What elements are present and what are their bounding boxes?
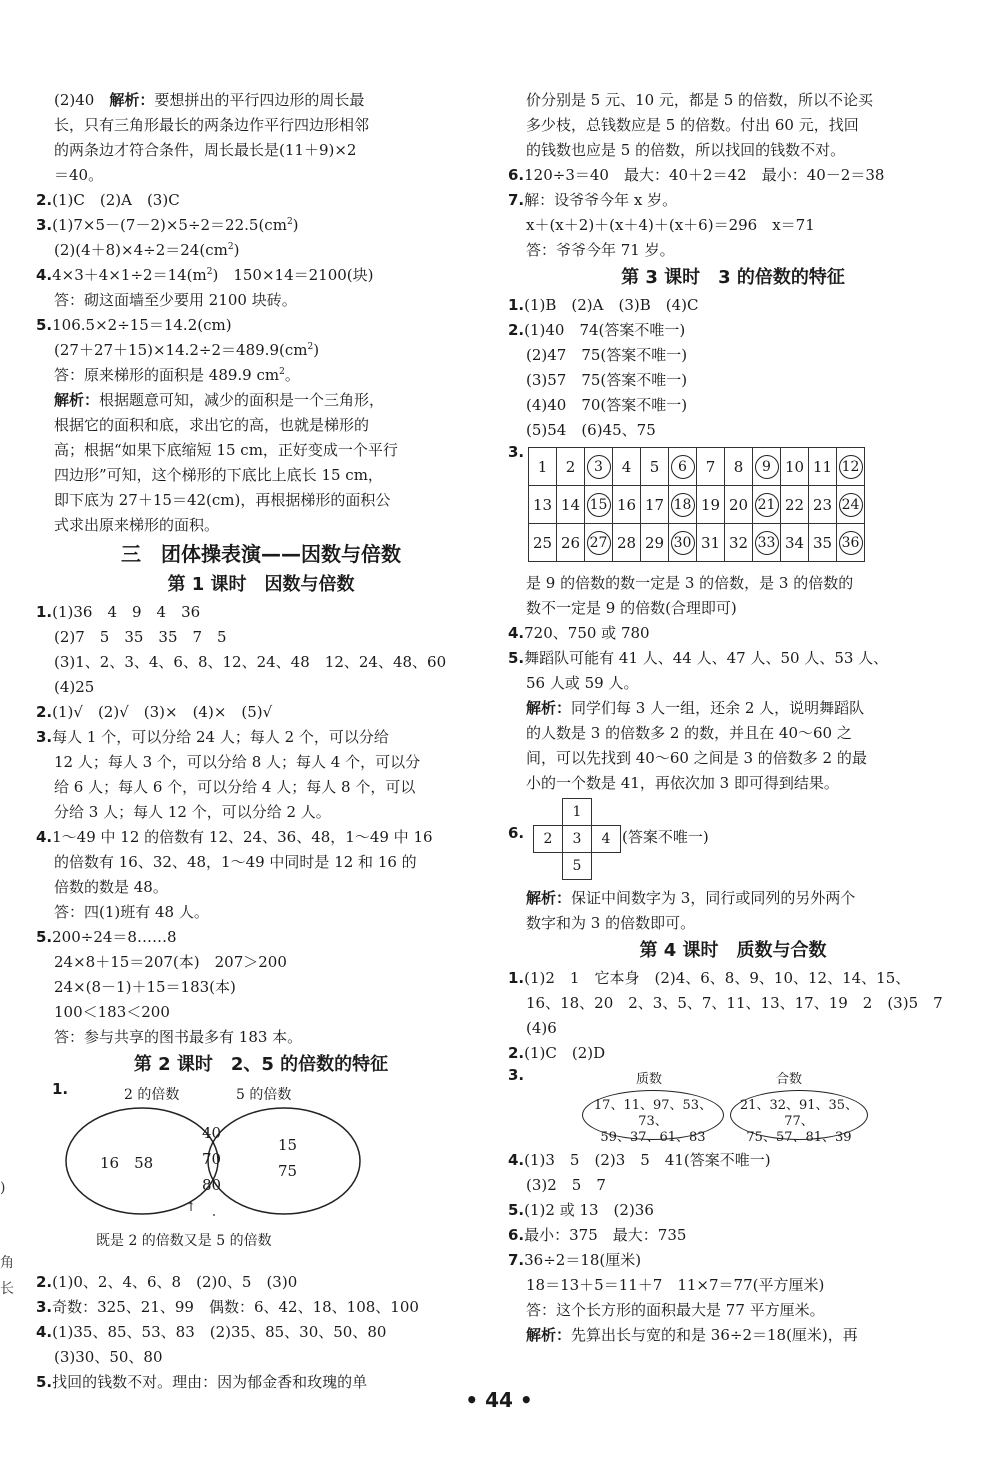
grid-cell <box>725 486 753 524</box>
text-line: x＋(x＋2)＋(x＋4)＋(x＋6)＝296 x＝71 <box>526 216 815 234</box>
answer-text: ) 150×14＝2100(块) <box>212 266 374 284</box>
grid-number: 34 <box>784 533 805 552</box>
prime-composite-diagram <box>508 1066 958 1148</box>
text-line: ＝40。 <box>54 166 104 184</box>
grid-cell <box>753 524 781 562</box>
grid-cell <box>725 524 753 562</box>
answer-text: 120÷3＝40 最大：40＋2＝42 最小：40－2＝38 <box>524 166 885 184</box>
circled-number: 21 <box>755 493 779 517</box>
question-number: 3. <box>36 216 53 234</box>
question-number: 2. <box>36 191 53 209</box>
text-line: 间，可以先找到 40～60 之间是 3 的倍数多 2 的最 <box>526 749 867 767</box>
grid-number: 35 <box>812 533 833 552</box>
grid-cell <box>781 448 809 486</box>
answer-text: ) <box>313 341 320 359</box>
question-number: 4. <box>508 1151 525 1169</box>
grid-cell <box>697 486 725 524</box>
lesson-title: 第 3 课时 3 的倍数的特征 <box>621 267 845 288</box>
text-line: 答：爷爷今年 71 岁。 <box>526 241 675 259</box>
answer-text: ) <box>233 241 240 259</box>
question-2 <box>36 700 486 725</box>
text-line: 根据它的面积和底，求出它的高，也就是梯形的 <box>54 416 370 434</box>
prime-label: 质数 <box>636 1072 663 1087</box>
grid-table <box>528 447 865 562</box>
grid-number: 4 <box>621 457 632 476</box>
grid-cell <box>557 486 585 524</box>
analysis-label: 解析： <box>109 91 155 109</box>
text-line <box>36 388 486 413</box>
grid-cell <box>585 486 613 524</box>
text-line: 多少枝，总钱数应是 5 的倍数。付出 60 元，找回 <box>526 116 859 134</box>
circled-number: 27 <box>587 531 611 555</box>
text-line: 倍数的数是 48。 <box>54 878 168 896</box>
text-line: 答：原来梯形的面积是 489.9 $cm^2$。 <box>54 366 300 384</box>
question-number: 3. <box>36 1298 53 1316</box>
analysis-text: 要想拼出的平行四边形的周长最 <box>154 91 365 109</box>
venn-only-5: 15 <box>278 1136 298 1154</box>
answer-text: (1)B (2)A (3)B (4)C <box>524 296 699 314</box>
text-line: (2)47 75(答案不唯一) <box>526 346 688 364</box>
question-6 <box>508 163 958 188</box>
answer-text: (1)36 4 9 4 36 <box>52 603 201 621</box>
question-5 <box>36 313 486 338</box>
text-line: (4)25 <box>54 678 95 696</box>
analysis-text: 保证中间数字为 3，同行或同列的另外两个 <box>571 889 856 907</box>
grid-cell <box>837 524 865 562</box>
text-line <box>36 88 486 113</box>
grid-cell <box>809 448 837 486</box>
section-title: 三 团体操表演——因数与倍数 <box>121 542 401 566</box>
question-number: 3. <box>36 728 53 746</box>
question-3: $3.(1)7\times 5-(7-2)\times 5\div 2=22.5(cm^2)$ <box>36 216 299 234</box>
grid-cell <box>641 524 669 562</box>
number-grid <box>508 443 958 571</box>
lesson-title: 第 4 课时 质数与合数 <box>639 940 827 961</box>
question-7 <box>508 188 958 213</box>
circled-number: 24 <box>839 493 863 517</box>
cross-cell-top: 1 <box>562 798 592 826</box>
answer-text: 舞蹈队可能有 41 人、44 人、47 人、50 人、53 人、 <box>524 649 889 667</box>
answer-text: 720、750 或 780 <box>524 624 650 642</box>
question-2 <box>508 318 958 343</box>
question-number: 4. <box>36 266 53 284</box>
answer-text: 。 <box>284 366 300 384</box>
text-line: 高；根据“如果下底缩短 15 cm，正好变成一个平行 <box>54 441 398 459</box>
grid-number: 8 <box>733 457 744 476</box>
question-1 <box>508 966 958 991</box>
grid-cell <box>725 448 753 486</box>
question-number: 1. <box>36 603 53 621</box>
grid-number: 29 <box>644 533 665 552</box>
question-2 <box>36 1270 486 1295</box>
grid-cell <box>781 486 809 524</box>
question-3 <box>36 1295 486 1320</box>
answer-text: (1)2 或 13 (2)36 <box>524 1201 654 1219</box>
grid-number: 22 <box>784 495 805 514</box>
question-number: 2. <box>36 703 53 721</box>
text-line <box>508 886 958 911</box>
question-number: 1. <box>508 969 525 987</box>
answer-text: 4×3＋4×1÷2＝14(m <box>52 266 207 284</box>
question-number: 4. <box>508 624 525 642</box>
question-3 <box>36 725 486 750</box>
text-line: 四边形”可知，这个梯形的下底比上底长 15 cm， <box>54 466 383 484</box>
text-line: (3)1、2、3、4、6、8、12、24、48 12、24、48、60 <box>54 653 447 671</box>
text-line: 16、18、20 2、3、5、7、11、13、17、19 2 (3)5 7 <box>526 994 943 1012</box>
answer-text: (1)40 74(答案不唯一) <box>524 321 686 339</box>
question-6 <box>508 1223 958 1248</box>
circled-number: 18 <box>671 493 695 517</box>
question-number: 5. <box>36 316 53 334</box>
grid-cell <box>641 448 669 486</box>
grid-row <box>529 524 865 562</box>
text-line: 长，只有三角形最长的两条边作平行四边形相邻 <box>54 116 370 134</box>
lesson-title: 第 1 课时 因数与倍数 <box>167 574 355 595</box>
grid-cell <box>585 448 613 486</box>
text-line: 答：这个长方形的面积最大是 77 平方厘米。 <box>526 1301 825 1319</box>
grid-cell <box>669 524 697 562</box>
grid-number: 28 <box>616 533 637 552</box>
grid-number: 26 <box>560 533 581 552</box>
grid-number: 14 <box>560 495 581 514</box>
question-5 <box>508 1198 958 1223</box>
venn-both-value: 70 <box>202 1150 222 1168</box>
analysis-label: 解析： <box>526 1326 572 1344</box>
grid-cell <box>529 448 557 486</box>
cross-cell-right: 4 <box>591 825 621 853</box>
answer-text: 答：原来梯形的面积是 489.9 cm <box>54 366 280 384</box>
text-line: 数字和为 3 的倍数即可。 <box>526 914 696 932</box>
question-number: 5. <box>508 1201 525 1219</box>
lesson-title: 第 2 课时 2、5 的倍数的特征 <box>133 1054 389 1075</box>
grid-cell <box>529 486 557 524</box>
grid-cell <box>697 448 725 486</box>
grid-number: 13 <box>532 495 553 514</box>
text-line: 答：砌这面墙至少要用 2100 块砖。 <box>54 291 297 309</box>
question-2 <box>36 188 486 213</box>
question-number: 5. <box>36 1373 53 1391</box>
cross-diagram <box>508 796 958 880</box>
question-4 <box>508 621 958 646</box>
grid-cell <box>753 486 781 524</box>
analysis-text: 根据题意可知，减少的面积是一个三角形， <box>99 391 385 409</box>
text-line: (4)40 70(答案不唯一) <box>526 396 688 414</box>
question-number: 6. <box>508 166 525 184</box>
question-7 <box>508 1248 958 1273</box>
question-4 <box>36 825 486 850</box>
text-line: 式求出原来梯形的面积。 <box>54 516 220 534</box>
oval-5-multiples <box>208 1108 360 1214</box>
text-line: 小的一个数是 41，再依次加 3 即可得到结果。 <box>526 774 839 792</box>
venn-diagram <box>36 1080 486 1270</box>
composite-values: 75、57、81、39 <box>746 1130 852 1145</box>
grid-row <box>529 486 865 524</box>
text-line: 答：四(1)班有 48 人。 <box>54 903 209 921</box>
circled-number: 3 <box>587 455 611 479</box>
left-column <box>36 88 486 1395</box>
answer-text: 200÷24＝8……8 <box>52 928 177 946</box>
text-line: 数不一定是 9 的倍数(合理即可) <box>526 599 737 617</box>
right-column <box>508 88 958 1348</box>
circled-number: 36 <box>839 531 863 555</box>
text-line <box>508 1323 958 1348</box>
question-number: 5. <box>508 649 525 667</box>
answer-text: (1)2 1 它本身 (2)4、6、8、9、10、12、14、15、 <box>524 969 911 987</box>
text-line: 即下底为 27＋15＝42(cm)，再根据梯形的面积公 <box>54 491 391 509</box>
text-line: 56 人或 59 人。 <box>526 674 639 692</box>
prime-oval <box>582 1090 724 1145</box>
grid-cell <box>837 486 865 524</box>
grid-number: 17 <box>644 495 665 514</box>
grid-number: 11 <box>812 457 833 476</box>
composite-values: 21、32、91、35、77、 <box>739 1098 859 1129</box>
question-number: 6. <box>508 824 525 842</box>
answer-text: 1～49 中 12 的倍数有 12、24、36、48，1～49 中 16 <box>52 828 433 846</box>
text-line: 的钱数也应是 5 的倍数，所以找回的钱数不对。 <box>526 141 846 159</box>
grid-number: 1 <box>537 457 548 476</box>
venn-both-value: 40 <box>202 1124 222 1142</box>
circled-number: 33 <box>755 531 779 555</box>
question-2 <box>508 1041 958 1066</box>
grid-cell <box>641 486 669 524</box>
question-5 <box>36 925 486 950</box>
answer-text: 奇数：325、21、99 偶数：6、42、18、108、100 <box>52 1298 419 1316</box>
question-1 <box>36 600 486 625</box>
grid-cell <box>557 448 585 486</box>
question-4: $4.4\times 3+4\times 1\div 2=14(m^2)$ 150×14＝2100(块) <box>36 266 374 284</box>
text-line: $(27+27+15)\times 14.2\div 2=489.9(cm^2)$ <box>54 341 320 359</box>
composite-oval <box>730 1090 868 1145</box>
text-line: 的倍数有 16、32、48，1～49 中同时是 12 和 16 的 <box>54 853 417 871</box>
grid-cell <box>613 486 641 524</box>
text-line: $(2)(4+8)\times 4\div 2=24(cm^2)$ <box>54 241 240 259</box>
answer-text: (1)35、85、53、83 (2)35、85、30、50、80 <box>52 1323 387 1341</box>
question-number: 3. <box>508 1066 525 1084</box>
venn-label-5: 5 的倍数 <box>236 1087 292 1103</box>
page-number: • 44 • <box>465 1388 533 1412</box>
analysis-text: 同学们每 3 人一组，还余 2 人，说明舞蹈队 <box>571 699 865 717</box>
grid-number: 32 <box>728 533 749 552</box>
grid-number: 23 <box>812 495 833 514</box>
venn-only-2: 16 58 <box>100 1154 154 1172</box>
grid-number: 31 <box>700 533 721 552</box>
analysis-text: 先算出长与宽的和是 36÷2＝18(厘米)，再 <box>571 1326 858 1344</box>
analysis-label: 解析： <box>526 699 572 717</box>
cross-note: (答案不唯一) <box>622 828 709 846</box>
answer-text: 最小：375 最大：735 <box>524 1226 687 1244</box>
question-number: 1. <box>508 296 525 314</box>
grid-cell <box>585 524 613 562</box>
text-line: 的人数是 3 的倍数多 2 的数，并且在 40～60 之 <box>526 724 852 742</box>
grid-cell <box>669 486 697 524</box>
circled-number: 30 <box>671 531 695 555</box>
question-number: 2. <box>508 1044 525 1062</box>
grid-row <box>529 448 865 486</box>
grid-number: 2 <box>565 457 576 476</box>
text-line: 24×(8－1)＋15＝183(本) <box>54 978 236 996</box>
grid-number: 19 <box>700 495 721 514</box>
answer-text: 解：设爷爷今年 x 岁。 <box>524 191 678 209</box>
question-number: 6. <box>508 1226 525 1244</box>
question-1 <box>508 293 958 318</box>
text-line: 18＝13＋5＝11＋7 11×7＝77(平方厘米) <box>526 1276 825 1294</box>
grid-cell <box>613 524 641 562</box>
question-number: 5. <box>36 928 53 946</box>
prime-values: 59、37、61、83 <box>600 1130 706 1145</box>
answer-text: (1)3 5 (2)3 5 41(答案不唯一) <box>524 1151 771 1169</box>
venn-both-value: 80 <box>202 1176 222 1194</box>
question-4 <box>36 1320 486 1345</box>
arrow-up-icon: ↑ <box>186 1200 197 1214</box>
grid-number: 7 <box>705 457 716 476</box>
question-4 <box>508 1148 958 1173</box>
text-line: (3)57 75(答案不唯一) <box>526 371 688 389</box>
answer-text: 找回的钱数不对。理由：因为郁金香和玫瑰的单 <box>52 1373 368 1391</box>
circled-number: 15 <box>587 493 611 517</box>
cross-cell-bottom: 5 <box>562 852 592 880</box>
answer-text: ) <box>292 216 299 234</box>
answer-text: (1)0、2、4、6、8 (2)0、5 (3)0 <box>52 1273 298 1291</box>
text-line: 24×8＋15＝207(本) 207＞200 <box>54 953 287 971</box>
answer-text: (1)7×5－(7－2)×5÷2＝22.5(cm <box>52 216 287 234</box>
grid-cell <box>837 448 865 486</box>
grid-number: 25 <box>532 533 553 552</box>
question-5 <box>508 646 958 671</box>
edge-fragment: 角 <box>0 1255 14 1271</box>
text-line: 分给 3 人；每人 12 个，可以分给 2 人。 <box>54 803 331 821</box>
circled-number: 6 <box>671 455 695 479</box>
cross-cell-left: 2 <box>533 825 563 853</box>
grid-number: 20 <box>728 495 749 514</box>
grid-number: 16 <box>616 495 637 514</box>
text-line: (2)7 5 35 35 7 5 <box>54 628 227 646</box>
text-line: 12 人；每人 3 个，可以分给 8 人；每人 4 个，可以分 <box>54 753 421 771</box>
edge-fragment: 长 <box>0 1281 14 1297</box>
grid-cell <box>753 448 781 486</box>
answer-text: (1)C (2)A (3)C <box>52 191 180 209</box>
text-line: (3)30、50、80 <box>54 1348 163 1366</box>
venn-label-2: 2 的倍数 <box>124 1087 180 1103</box>
question-number: 4. <box>36 828 53 846</box>
text-line <box>508 696 958 721</box>
answer-text: (2)(4＋8)×4÷2＝24(cm <box>54 241 228 259</box>
question-number: 7. <box>508 191 525 209</box>
grid-cell <box>809 524 837 562</box>
grid-cell <box>697 524 725 562</box>
question-number: 2. <box>36 1273 53 1291</box>
question-number: 1. <box>52 1080 69 1098</box>
text-line: 是 9 的倍数的数一定是 3 的倍数，是 3 的倍数的 <box>526 574 854 592</box>
answer-text: (27＋27＋15)×14.2÷2＝489.9(cm <box>54 341 308 359</box>
cross-cell-center: 3 <box>562 825 592 853</box>
question-number: 7. <box>508 1251 525 1269</box>
question-number: 4. <box>36 1323 53 1341</box>
grid-cell <box>557 524 585 562</box>
grid-cell <box>613 448 641 486</box>
question-number: 3. <box>508 443 525 461</box>
analysis-label: 解析： <box>526 889 572 907</box>
text-line: (3)2 5 7 <box>526 1176 606 1194</box>
text-line: (4)6 <box>526 1019 557 1037</box>
answer-text: 36÷2＝18(厘米) <box>524 1251 642 1269</box>
answer-text: 106.5×2÷15＝14.2(cm) <box>52 316 232 334</box>
grid-cell <box>809 486 837 524</box>
answer-text: 每人 1 个，可以分给 24 人；每人 2 个，可以分给 <box>52 728 389 746</box>
text-line: 的两条边才符合条件，周长最长是(11＋9)×2 <box>54 141 357 159</box>
circled-number: 12 <box>839 455 863 479</box>
circled-number: 9 <box>755 455 779 479</box>
text-line: 100＜183＜200 <box>54 1003 170 1021</box>
grid-cell <box>669 448 697 486</box>
text-line: 答：参与共享的图书最多有 183 本。 <box>54 1028 303 1046</box>
analysis-label: 解析： <box>54 391 100 409</box>
text-line: 给 6 人；每人 6 个，可以分给 4 人；每人 8 个，可以 <box>54 778 416 796</box>
grid-number: 10 <box>784 457 805 476</box>
question-number: 2. <box>508 321 525 339</box>
edge-fragment: ) <box>0 1180 6 1196</box>
answer-text: (2)40 <box>54 91 95 109</box>
answer-text: (1)C (2)D <box>524 1044 606 1062</box>
venn-only-5: 75 <box>278 1162 298 1180</box>
grid-number: 5 <box>649 457 660 476</box>
grid-cell <box>529 524 557 562</box>
composite-label: 合数 <box>776 1072 803 1087</box>
prime-values: 17、11、97、53、73、 <box>593 1098 713 1129</box>
text-line: (5)54 (6)45、75 <box>526 421 656 439</box>
answer-text: (1)√ (2)√ (3)× (4)× (5)√ <box>52 703 273 721</box>
venn-caption: 既是 2 的倍数又是 5 的倍数 <box>96 1233 272 1249</box>
text-line: 价分别是 5 元、10 元，都是 5 的倍数，所以不论买 <box>526 91 874 109</box>
grid-cell <box>781 524 809 562</box>
